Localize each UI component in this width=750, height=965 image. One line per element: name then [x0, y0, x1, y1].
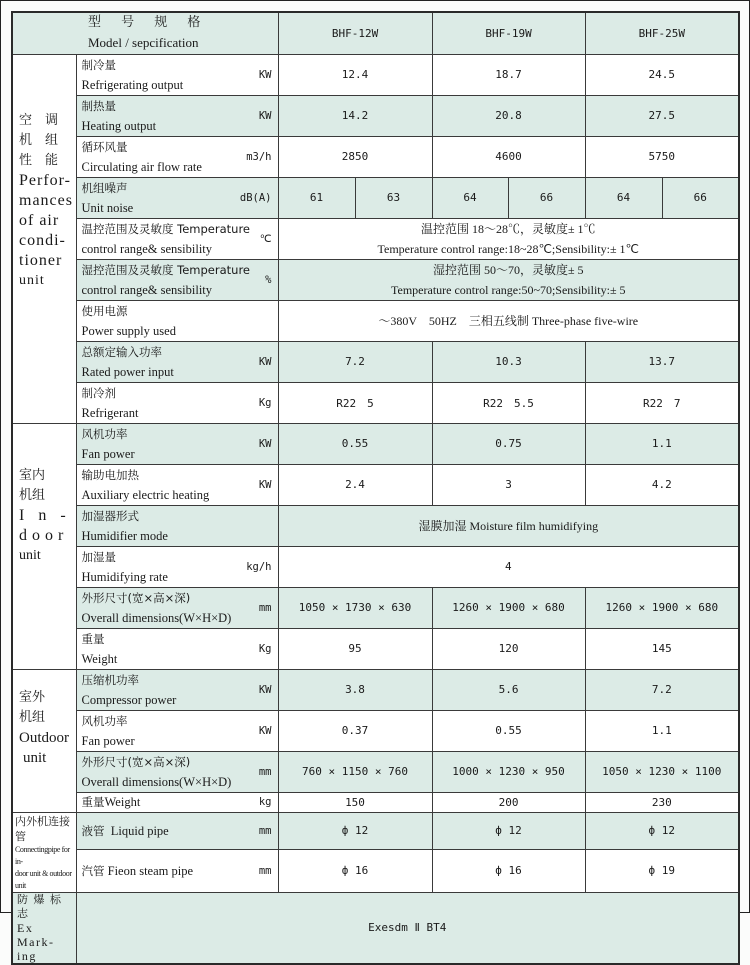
model-spec-label [12, 12, 278, 54]
section-indoor-cn: 室内 机组 [19, 467, 46, 503]
row-outdoor-fan-power [12, 710, 739, 751]
merged-value-cell [278, 218, 739, 259]
value-cell: 12.4 [278, 54, 432, 95]
value-cell: 61 [278, 177, 355, 218]
section-ac-cn: 空 调 机 组 性 能 [19, 112, 59, 168]
row-airflow [12, 136, 739, 177]
model-name: BHF-25W [585, 12, 739, 54]
value-cell: 120 [432, 628, 585, 669]
unit: KW [258, 683, 272, 696]
row-label: 加湿量 Humidifying rate kg/h [76, 546, 278, 587]
row-label: 制冷剂 Refrigerant Kg [76, 382, 278, 423]
merged-value-cell [278, 259, 739, 300]
value-cell: 145 [585, 628, 739, 669]
row-label: 总额定输入功率 Rated power input KW [76, 341, 278, 382]
value-cell: 1.1 [585, 423, 739, 464]
row-rated-power [12, 341, 739, 382]
value-cell: 24.5 [585, 54, 739, 95]
value-cell: 63 [355, 177, 432, 218]
row-label: 加湿器形式 Humidifier mode [76, 505, 278, 546]
section-outdoor-cn: 室外 机组 [19, 689, 46, 725]
section-outdoor-en: Outdoor unit [19, 729, 69, 766]
merged-value-cell: ～380V 50HZ 三相五线制 Three-phase five-wire [278, 300, 739, 341]
row-label: 机组噪声 Unit noise dB(A) [76, 177, 278, 218]
row-humidifying-rate [12, 546, 739, 587]
row-label: 制热量 Heating output KW [76, 95, 278, 136]
value-cell: 150 [278, 792, 432, 812]
value-cell: 10.3 [432, 341, 585, 382]
value-cell: 3.8 [278, 669, 432, 710]
row-humidifier-mode [12, 505, 739, 546]
row-label: 循环风量 Circulating air flow rate m3/h [76, 136, 278, 177]
value-cell: 2.4 [278, 464, 432, 505]
row-outdoor-dimensions [12, 751, 739, 792]
value-cell: 200 [432, 792, 585, 812]
value-cell: 1.1 [585, 710, 739, 751]
row-label: 重量 Weight Kg [76, 628, 278, 669]
value-cell: 1260 × 1900 × 680 [432, 587, 585, 628]
value-cell: 27.5 [585, 95, 739, 136]
value-cell: ф 12 [432, 812, 585, 850]
value-cell: ф 19 [585, 850, 739, 893]
model-name: BHF-19W [432, 12, 585, 54]
value-cell: R22 5.5 [432, 382, 585, 423]
ex-marking-value: Exesdm Ⅱ BT4 [76, 892, 739, 964]
model-name: BHF-12W [278, 12, 432, 54]
value-cell: 7.2 [585, 669, 739, 710]
row-label: 湿控范围及灵敏度 Temperature control range& sensibility % [76, 259, 278, 300]
value-cell: 5.6 [432, 669, 585, 710]
row-outdoor-weight [12, 792, 739, 812]
row-humidity-control [12, 259, 739, 300]
value-cell: 5750 [585, 136, 739, 177]
value-cell: 66 [662, 177, 739, 218]
value-cell: R22 5 [278, 382, 432, 423]
value-cell: ф 16 [278, 850, 432, 893]
section-pipe-en: Connectingpipe for in- door unit & outdoor unit [15, 844, 72, 890]
spec-table [11, 11, 740, 965]
value-cell: 66 [508, 177, 585, 218]
row-power-supply [12, 300, 739, 341]
section-indoor-en: I n - door unit [19, 506, 71, 563]
section-pipe-cn: 内外机连接管 [15, 814, 70, 843]
value-cell: 1050 × 1230 × 1100 [585, 751, 739, 792]
row-label: 制冷量 Refrigerating output KW [76, 54, 278, 95]
value-cell: 14.2 [278, 95, 432, 136]
row-ex-marking [12, 892, 739, 964]
value-cell: 95 [278, 628, 432, 669]
row-compressor-power [12, 669, 739, 710]
unit: mm [258, 824, 272, 837]
row-label: 重量Weight kg [76, 792, 278, 812]
row-steam-pipe [12, 850, 739, 893]
model-spec-en: Model / sepcification [88, 35, 199, 51]
value-cell: 1000 × 1230 × 950 [432, 751, 585, 792]
unit: mm [258, 765, 272, 778]
row-cooling [12, 54, 739, 95]
unit: KW [258, 355, 272, 368]
row-aux-heating [12, 464, 739, 505]
unit: Kg [258, 642, 272, 655]
value-cell: 1260 × 1900 × 680 [585, 587, 739, 628]
row-label: 使用电源 Power supply used [76, 300, 278, 341]
row-liquid-pipe [12, 812, 739, 850]
merged-value-cell: 4 [278, 546, 739, 587]
section-ex-en: Ex Mark- ing [17, 920, 55, 963]
value-cell: R22 7 [585, 382, 739, 423]
value-cell: 0.37 [278, 710, 432, 751]
value-cell: ф 16 [432, 850, 585, 893]
value-cell: 760 × 1150 × 760 [278, 751, 432, 792]
section-connecting-pipe [12, 812, 76, 892]
header-row [12, 12, 739, 54]
row-indoor-dimensions [12, 587, 739, 628]
row-indoor-weight [12, 628, 739, 669]
value-cell: 230 [585, 792, 739, 812]
unit: KW [258, 109, 272, 122]
value-cell: 7.2 [278, 341, 432, 382]
value-line-en: Temperature control range:50~70;Sensibility:± 5 [391, 282, 626, 297]
section-ex-cn: 防 爆 标 志 [17, 892, 62, 920]
section-ac-performance [12, 54, 76, 423]
row-label: 外形尺寸(宽×高×深) Overall dimensions(W×H×D) mm [76, 587, 278, 628]
value-cell: 0.55 [278, 423, 432, 464]
section-ac-en: Perfor- mances of air condi- tioner unit [19, 171, 73, 288]
unit: dB(A) [239, 191, 272, 204]
value-line-cn: 温控范围 18～28℃，灵敏度± 1℃ [420, 221, 596, 236]
value-cell: 3 [432, 464, 585, 505]
merged-value-cell: 湿膜加湿 Moisture film humidifying [278, 505, 739, 546]
value-cell: 0.55 [432, 710, 585, 751]
value-cell: ф 12 [585, 812, 739, 850]
value-cell: 64 [432, 177, 508, 218]
unit: KW [258, 437, 272, 450]
row-noise [12, 177, 739, 218]
value-cell: 64 [585, 177, 662, 218]
value-cell: 20.8 [432, 95, 585, 136]
model-spec-cn: 型 号 规 格 [88, 15, 209, 31]
unit: kg [258, 796, 272, 808]
value-cell: 4600 [432, 136, 585, 177]
unit: m3/h [246, 150, 272, 163]
section-outdoor-unit [12, 669, 76, 812]
row-label: 风机功率 Fan power KW [76, 423, 278, 464]
unit: mm [258, 601, 272, 614]
section-ex-marking [12, 892, 76, 964]
row-indoor-fan-power [12, 423, 739, 464]
row-refrigerant [12, 382, 739, 423]
row-label: 外形尺寸(宽×高×深) Overall dimensions(W×H×D) mm [76, 751, 278, 792]
value-cell: ф 12 [278, 812, 432, 850]
unit: KW [258, 724, 272, 737]
unit: kg/h [246, 560, 272, 573]
row-label: 压缩机功率 Compressor power KW [76, 669, 278, 710]
row-temperature-control [12, 218, 739, 259]
value-cell: 4.2 [585, 464, 739, 505]
value-cell: 1050 × 1730 × 630 [278, 587, 432, 628]
value-cell: 13.7 [585, 341, 739, 382]
unit: KW [258, 478, 272, 491]
value-cell: 2850 [278, 136, 432, 177]
value-line-en: Temperature control range:18~28℃;Sensibility:± 1℃ [377, 241, 639, 256]
row-label: 汽管 Fieon steam pipe mm [76, 850, 278, 893]
unit: mm [258, 864, 272, 877]
unit: KW [258, 68, 272, 81]
section-indoor-unit [12, 423, 76, 669]
unit: ℃ [259, 232, 272, 245]
row-heating [12, 95, 739, 136]
row-label: 温控范围及灵敏度 Temperature control range& sensibility ℃ [76, 218, 278, 259]
row-label: 液管 Liquid pipe mm [76, 812, 278, 850]
row-label: 输助电加热 Auxiliary electric heating KW [76, 464, 278, 505]
value-cell: 18.7 [432, 54, 585, 95]
row-label: 风机功率 Fan power KW [76, 710, 278, 751]
value-line-cn: 湿控范围 50～70，灵敏度± 5 [432, 262, 584, 277]
value-cell: 0.75 [432, 423, 585, 464]
unit: Kg [258, 396, 272, 409]
unit: % [265, 273, 272, 286]
